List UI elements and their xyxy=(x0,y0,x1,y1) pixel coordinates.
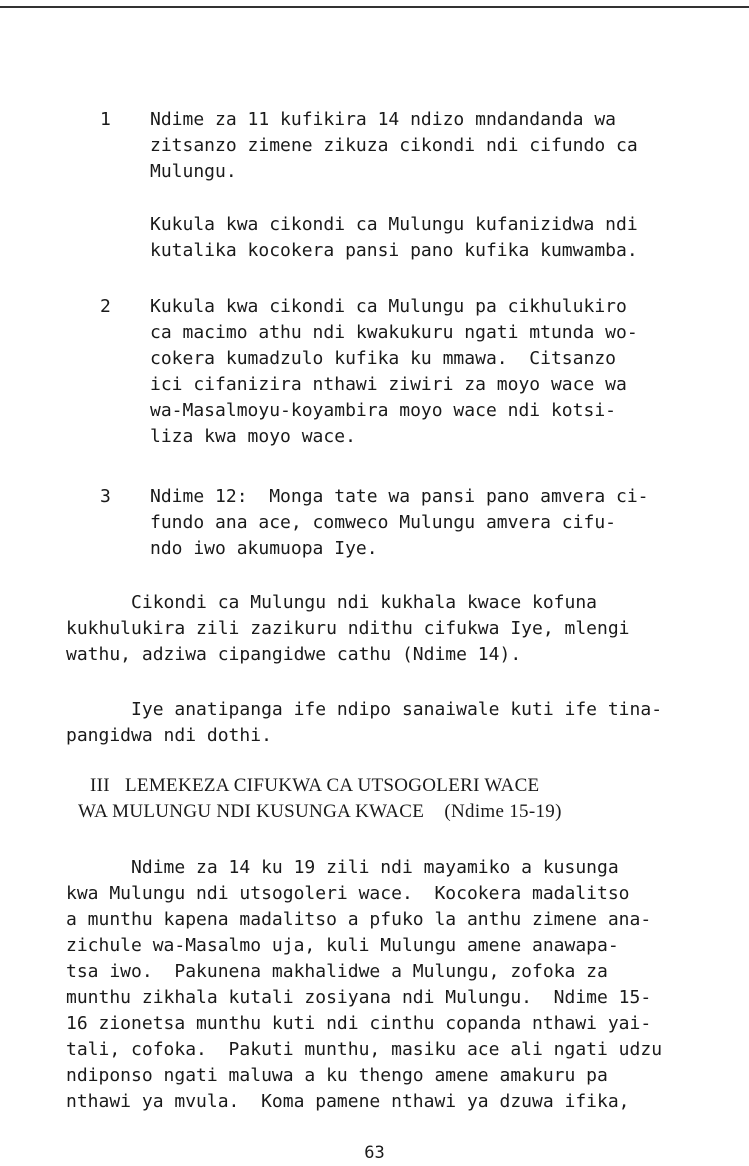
text-line: tsa iwo. Pakunena makhalidwe a Mulungu, zofoka za xyxy=(66,961,608,982)
text-line: ndo iwo akumuopa Iye. xyxy=(150,538,378,559)
page-number: 63 xyxy=(364,1143,385,1163)
text-line: Mulungu. xyxy=(150,161,237,182)
item-number: 2 xyxy=(100,296,111,317)
text-line: Cikondi ca Mulungu ndi kukhala kwace kofuna xyxy=(66,592,598,613)
top-rule xyxy=(0,6,749,8)
item-number: 3 xyxy=(100,486,111,507)
section-heading xyxy=(60,773,710,825)
item-text xyxy=(150,212,705,264)
text-line: 16 zionetsa munthu kuti ndi cinthu copanda nthawi yai- xyxy=(66,1013,652,1034)
item-text xyxy=(150,107,705,185)
text-line: cokera kumadzulo kufika ku mmawa. Citsanzo xyxy=(150,348,616,369)
text-line: Iye anatipanga ife ndipo sanaiwale kuti ife tina- xyxy=(66,699,663,720)
text-line: wa-Masalmoyu-koyambira moyo wace ndi kotsi- xyxy=(150,400,616,421)
text-line: liza kwa moyo wace. xyxy=(150,426,356,447)
text-line: munthu zikhala kutali zosiyana ndi Mulungu. Ndime 15- xyxy=(66,987,652,1008)
text-line: ca macimo athu ndi kwakukuru ngati mtunda wo- xyxy=(150,322,638,343)
text-line: Ndime za 11 kufikira 14 ndizo mndandanda wa xyxy=(150,109,616,130)
item-text xyxy=(150,294,705,450)
text-line: fundo ana ace, comweco Mulungu amvera cifu- xyxy=(150,512,616,533)
item-number: 1 xyxy=(100,109,111,130)
text-line: zichule wa-Masalmo uja, kuli Mulungu amene anawapa- xyxy=(66,935,619,956)
text-line: ndiponso ngati maluwa a ku thengo amene amakuru pa xyxy=(66,1065,608,1086)
text-line: kukhulukira zili zazikuru ndithu cifukwa Iye, mlengi xyxy=(66,618,630,639)
heading-line: WA MULUNGU NDI KUSUNGA KWACE (Ndime 15-19) xyxy=(78,801,562,822)
text-line: kwa Mulungu ndi utsogoleri wace. Kocokera madalitso xyxy=(66,883,630,904)
text-line: tali, cofoka. Pakuti munthu, masiku ace ali ngati udzu xyxy=(66,1039,663,1060)
text-line: Kukula kwa cikondi ca Mulungu kufanizidwa ndi xyxy=(150,214,638,235)
text-line: ici cifanizira nthawi ziwiri za moyo wace wa xyxy=(150,374,627,395)
body-paragraph xyxy=(66,855,706,1115)
text-line: wathu, adziwa cipangidwe cathu (Ndime 14). xyxy=(66,644,522,665)
text-line: kutalika kocokera pansi pano kufika kumwamba. xyxy=(150,240,638,261)
text-line: Kukula kwa cikondi ca Mulungu pa cikhulukiro xyxy=(150,296,627,317)
text-line: Ndime za 14 ku 19 zili ndi mayamiko a kusunga xyxy=(66,857,619,878)
text-line: nthawi ya mvula. Koma pamene nthawi ya dzuwa ifika, xyxy=(66,1091,630,1112)
paragraph xyxy=(66,590,706,668)
text-line: a munthu kapena madalitso a pfuko la anthu zimene ana- xyxy=(66,909,652,930)
text-line: Ndime 12: Monga tate wa pansi pano amvera ci- xyxy=(150,486,649,507)
text-line: pangidwa ndi dothi. xyxy=(66,725,272,746)
item-text xyxy=(150,484,705,562)
heading-line: III LEMEKEZA CIFUKWA CA UTSOGOLERI WACE xyxy=(90,775,540,796)
paragraph xyxy=(66,697,706,749)
text-line: zitsanzo zimene zikuza cikondi ndi cifundo ca xyxy=(150,135,638,156)
